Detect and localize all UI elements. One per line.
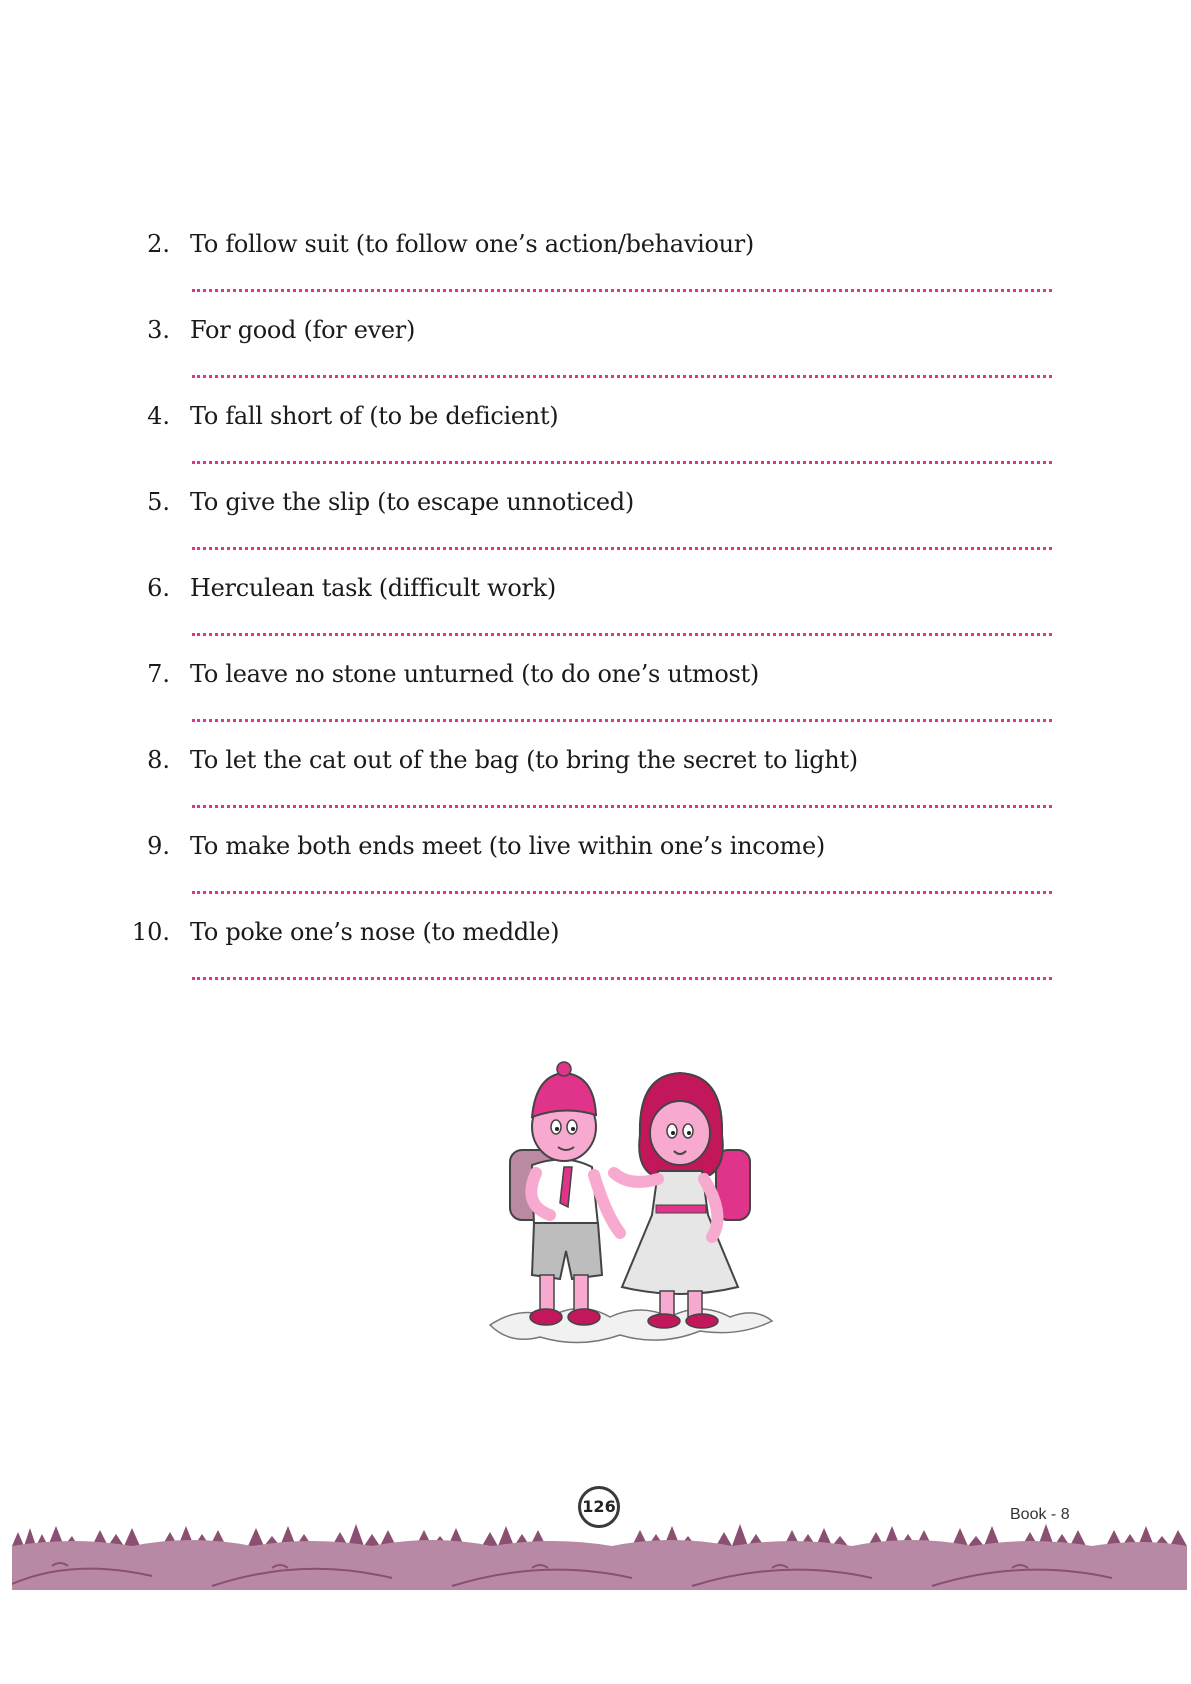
two-school-children-illustration [480,1055,780,1355]
item-text: To poke one’s nose (to meddle) [190,918,560,946]
item-number: 2. [147,230,170,258]
answer-line[interactable] [192,719,1052,722]
item-text: For good (for ever) [190,316,416,344]
item-text: Herculean task (difficult work) [190,574,556,602]
item-number: 6. [147,574,170,602]
list-item [0,314,1191,354]
item-text: To give the slip (to escape unnoticed) [190,488,634,516]
item-text: To let the cat out of the bag (to bring the secret to light) [190,746,858,774]
answer-line[interactable] [192,633,1052,636]
answer-line[interactable] [192,547,1052,550]
item-number: 10. [131,918,170,946]
item-text: To follow suit (to follow one’s action/behaviour) [190,230,754,258]
item-text: To make both ends meet (to live within one’s income) [190,832,825,860]
book-label: Book - 8 [1010,1506,1070,1523]
list-item [0,486,1191,526]
item-number: 5. [147,488,170,516]
list-item [0,572,1191,612]
item-number: 8. [147,746,170,774]
answer-line[interactable] [192,375,1052,378]
page-number: 126 [578,1486,620,1528]
answer-line[interactable] [192,891,1052,894]
answer-line[interactable] [192,805,1052,808]
answer-line[interactable] [192,289,1052,292]
answer-line[interactable] [192,977,1052,980]
answer-line[interactable] [192,461,1052,464]
item-number: 7. [147,660,170,688]
list-item [0,228,1191,268]
item-number: 4. [147,402,170,430]
list-item [0,830,1191,870]
list-item [0,400,1191,440]
item-text: To leave no stone unturned (to do one’s utmost) [190,660,759,688]
list-item [0,916,1191,956]
item-number: 3. [147,316,170,344]
list-item [0,744,1191,784]
item-text: To fall short of (to be deficient) [190,402,559,430]
list-item [0,658,1191,698]
item-number: 9. [147,832,170,860]
